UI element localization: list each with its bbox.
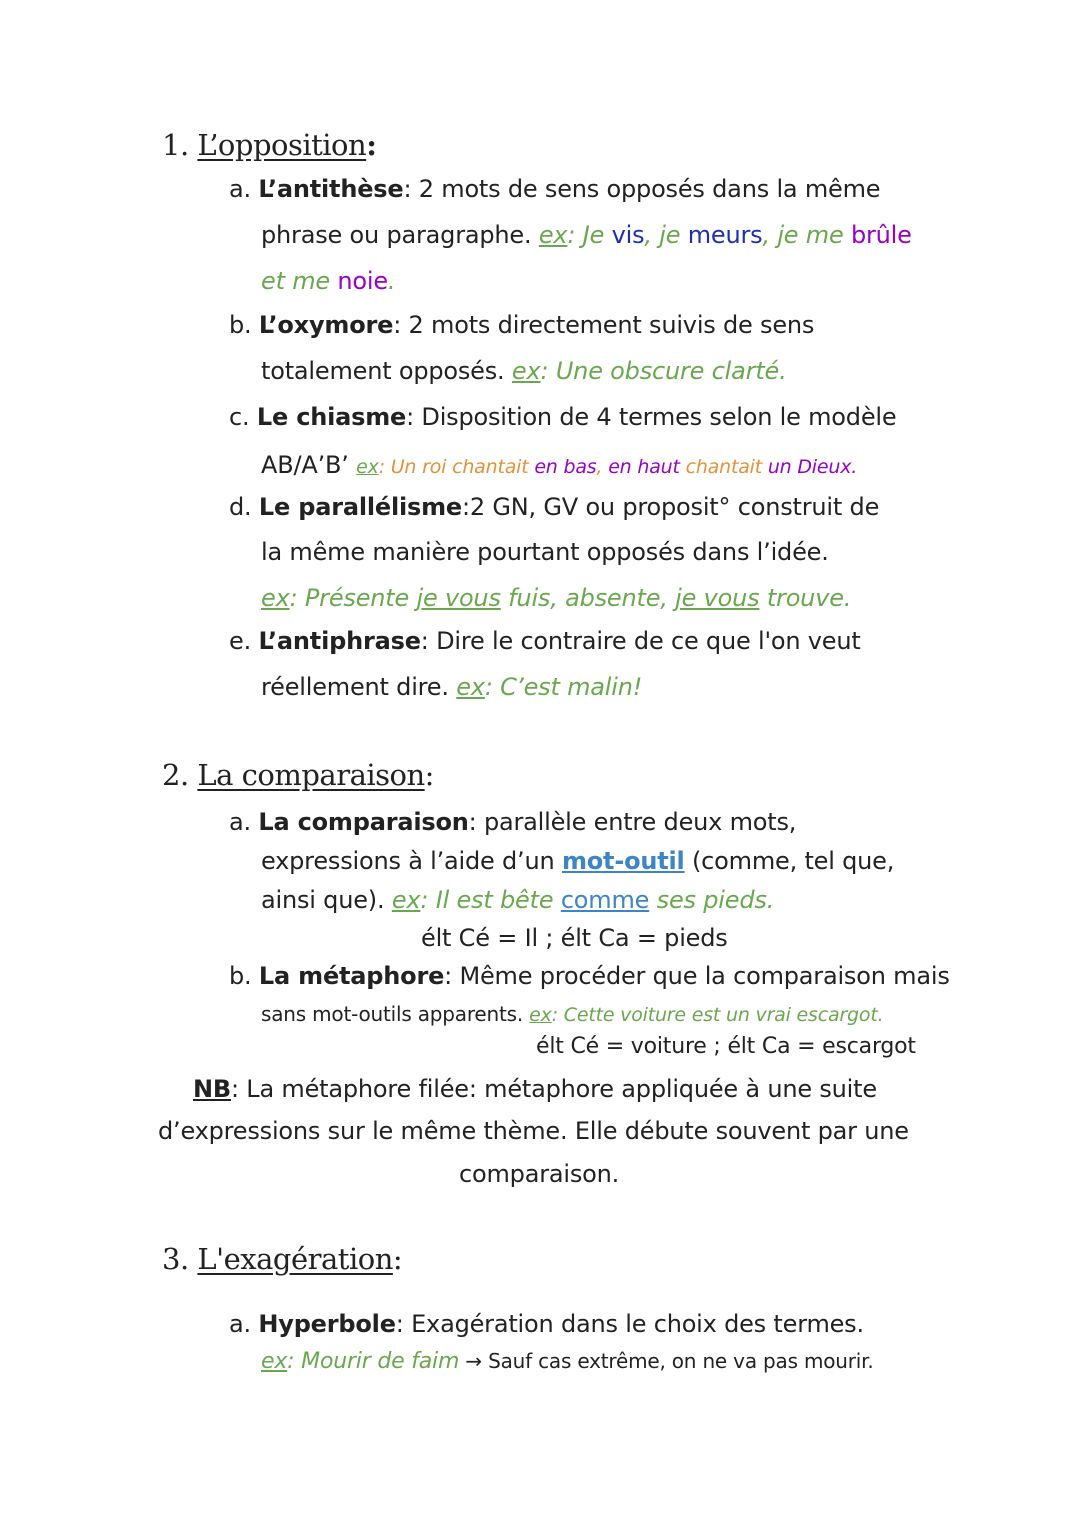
nb-text: comparaison. bbox=[459, 1160, 620, 1188]
definition: expressions à l’aide d’un bbox=[261, 847, 562, 875]
item-parallelisme-line3 bbox=[261, 584, 851, 612]
item-letter: b. bbox=[229, 962, 252, 990]
item-letter: a. bbox=[229, 808, 251, 836]
example-word: en bas bbox=[534, 456, 597, 478]
nb-line3 bbox=[459, 1160, 619, 1188]
example-text: : Mourir de faim bbox=[287, 1349, 460, 1374]
example-word: comme bbox=[560, 886, 650, 914]
example-text: ses pieds. bbox=[649, 886, 775, 914]
item-letter: c. bbox=[229, 403, 250, 431]
example-label: ex bbox=[356, 456, 379, 478]
mot-outil-link: mot-outil bbox=[561, 847, 685, 875]
example-text: : Cette voiture est un vrai escargot. bbox=[551, 1004, 884, 1026]
item-antiphrase bbox=[229, 627, 861, 655]
metaphore-elements bbox=[536, 1034, 916, 1059]
definition: totalement opposés. bbox=[261, 357, 512, 385]
item-comparaison bbox=[229, 808, 796, 836]
term: La comparaison bbox=[258, 808, 469, 836]
example-text: fuis, absente, bbox=[500, 584, 676, 612]
section-number: 2. bbox=[162, 758, 189, 792]
definition: la même manière pourtant opposés dans l’idée. bbox=[261, 538, 829, 566]
definition: sans mot-outils apparents. bbox=[261, 1002, 530, 1026]
definition: : Disposition de 4 termes selon le modèle bbox=[406, 403, 897, 431]
item-hyperbole bbox=[229, 1310, 864, 1338]
example-text: , je me bbox=[762, 221, 851, 249]
example-text: chantait bbox=[679, 456, 768, 478]
example-text: trouve. bbox=[759, 584, 852, 612]
section-title: L’opposition bbox=[197, 128, 367, 162]
item-chiasme-line2 bbox=[261, 451, 857, 479]
example-word: noie bbox=[337, 267, 388, 295]
item-antithese-line3 bbox=[261, 267, 395, 295]
definition: : Exagération dans le choix des termes. bbox=[395, 1310, 864, 1338]
definition: : Même procéder que la comparaison mais bbox=[444, 962, 950, 990]
example-word: vis bbox=[611, 221, 645, 249]
example-label: ex bbox=[391, 886, 421, 914]
example-word: je vous bbox=[675, 584, 760, 612]
item-chiasme bbox=[229, 403, 896, 431]
arrow-icon: → bbox=[459, 1349, 489, 1373]
item-antithese-line2 bbox=[261, 221, 912, 249]
definition: (comme, tel que, bbox=[684, 847, 895, 875]
example-word: meurs bbox=[687, 221, 763, 249]
item-parallelisme-line2 bbox=[261, 538, 829, 566]
item-letter: a. bbox=[229, 1310, 251, 1338]
element-note: élt Cé = Il ; élt Ca = pieds bbox=[421, 924, 728, 952]
heading-colon: : bbox=[366, 128, 377, 162]
example-text: : Un roi chantait bbox=[378, 456, 535, 478]
example-text: : Présente bbox=[289, 584, 417, 612]
section-title: La comparaison bbox=[197, 758, 425, 792]
example-text: . bbox=[387, 267, 396, 295]
section-number: 1. bbox=[162, 128, 189, 162]
item-antithese bbox=[229, 175, 880, 203]
item-metaphore-line2 bbox=[261, 1002, 883, 1026]
item-antiphrase-line2 bbox=[261, 673, 642, 701]
item-metaphore bbox=[229, 962, 950, 990]
item-letter: a. bbox=[229, 175, 251, 203]
term: Le parallélisme bbox=[258, 493, 462, 521]
example-text: , je bbox=[644, 221, 688, 249]
term: Hyperbole bbox=[258, 1310, 396, 1338]
item-letter: b. bbox=[229, 311, 252, 339]
example-text: : Il est bête bbox=[420, 886, 561, 914]
definition: phrase ou paragraphe. bbox=[261, 221, 539, 249]
heading-colon: : bbox=[424, 758, 434, 792]
nb-label: NB bbox=[193, 1075, 231, 1103]
section-2-heading bbox=[162, 758, 434, 792]
section-title: L'exagération bbox=[197, 1242, 393, 1276]
definition: :2 GN, GV ou proposit° construit de bbox=[462, 493, 880, 521]
example-word: un Dieux. bbox=[767, 456, 858, 478]
example-text: : C’est malin! bbox=[484, 673, 643, 701]
definition: réellement dire. bbox=[261, 673, 457, 701]
example-label: ex bbox=[511, 357, 541, 385]
item-hyperbole-line2 bbox=[261, 1349, 873, 1374]
item-comparaison-line3 bbox=[261, 886, 774, 914]
example-label: ex bbox=[538, 221, 568, 249]
item-oxymore-line2 bbox=[261, 357, 787, 385]
example-word: je vous bbox=[416, 584, 501, 612]
example-word: en haut bbox=[608, 456, 680, 478]
definition: : 2 mots de sens opposés dans la même bbox=[403, 175, 881, 203]
definition: ainsi que). bbox=[261, 886, 392, 914]
example-word: brûle bbox=[850, 221, 912, 249]
item-parallelisme bbox=[229, 493, 879, 521]
example-text: et me bbox=[261, 267, 338, 295]
item-letter: d. bbox=[229, 493, 252, 521]
term: L’oxymore bbox=[258, 311, 394, 339]
section-number: 3. bbox=[162, 1242, 189, 1276]
nb-line1 bbox=[193, 1075, 877, 1103]
section-3-heading bbox=[162, 1242, 402, 1276]
nb-text: d’expressions sur le même thème. Elle débute souvent par une bbox=[158, 1117, 909, 1145]
term: La métaphore bbox=[258, 962, 445, 990]
nb-line2 bbox=[158, 1117, 909, 1145]
section-1-heading bbox=[162, 128, 376, 162]
example-label: ex bbox=[261, 584, 290, 612]
term: Le chiasme bbox=[256, 403, 407, 431]
example-label: ex bbox=[529, 1004, 552, 1026]
comparaison-elements bbox=[421, 924, 728, 952]
nb-text: : La métaphore filée: métaphore appliquée à une suite bbox=[230, 1075, 877, 1103]
definition: : 2 mots directement suivis de sens bbox=[393, 311, 815, 339]
example-label: ex bbox=[456, 673, 485, 701]
item-letter: e. bbox=[229, 627, 251, 655]
definition: : Dire le contraire de ce que l'on veut bbox=[420, 627, 861, 655]
example-label: ex bbox=[261, 1349, 288, 1374]
example-text: : Une obscure clarté. bbox=[540, 357, 787, 385]
example-text: , bbox=[596, 456, 609, 478]
item-oxymore bbox=[229, 311, 814, 339]
example-text: : Je bbox=[567, 221, 612, 249]
term: L’antithèse bbox=[258, 175, 404, 203]
heading-colon: : bbox=[392, 1242, 403, 1276]
definition: AB/A’B’ bbox=[261, 451, 357, 479]
element-note: élt Cé = voiture ; élt Ca = escargot bbox=[536, 1034, 916, 1059]
item-comparaison-line2 bbox=[261, 847, 894, 875]
term: L’antiphrase bbox=[258, 627, 421, 655]
example-note: Sauf cas extrême, on ne va pas mourir. bbox=[488, 1349, 874, 1373]
definition: : parallèle entre deux mots, bbox=[468, 808, 797, 836]
